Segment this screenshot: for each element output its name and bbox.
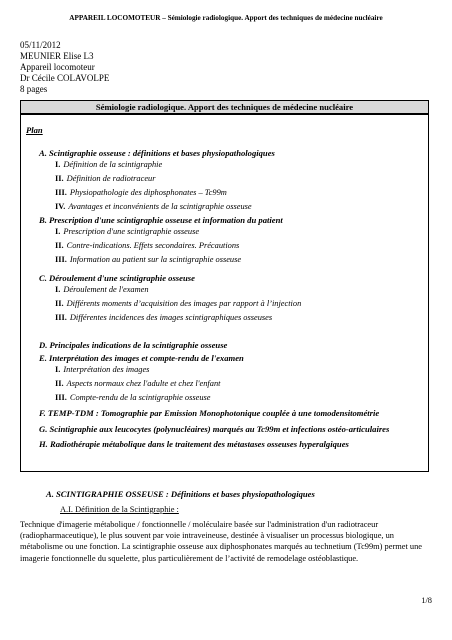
plan-subitem — [55, 202, 252, 211]
plan-subitem — [55, 379, 220, 388]
section-heading: A. SCINTIGRAPHIE OSSEUSE : Définitions et bases physiopathologiques — [46, 489, 315, 499]
plan-subitem-number: III. — [55, 393, 67, 402]
plan-section: D. Principales indications de la scintigraphie osseuse — [39, 340, 228, 350]
plan-subitem-text: Information au patient sur la scintigraphie osseuse — [69, 255, 242, 264]
meta-date: 05/11/2012 — [20, 40, 61, 50]
plan-subitem — [55, 255, 241, 264]
meta-teacher: Dr Cécile COLAVOLPE — [20, 73, 110, 83]
plan-subitem — [55, 313, 272, 322]
plan-section: E. Interprétation des images et compte-rendu de l'examen — [39, 353, 244, 363]
plan-subitem-number: I. — [55, 227, 61, 236]
plan-subitem-number: III. — [55, 255, 67, 264]
plan-subitem-text: Compte-rendu de la scintigraphie osseuse — [69, 393, 211, 402]
plan-subitem-text: Aspects normaux chez l'adulte et chez l'enfant — [66, 379, 221, 388]
plan-section: B. Prescription d'une scintigraphie osseuse et information du patient — [39, 215, 283, 225]
plan-subitem — [55, 393, 211, 402]
plan-subitem-text: Physiopathologie des diphosphonates – Tc99m — [69, 188, 227, 197]
plan-subitem-text: Interprétation des images — [63, 365, 150, 374]
plan-subitem-number: I. — [55, 285, 61, 294]
plan-subitem-number: II. — [55, 379, 64, 388]
plan-subitem — [55, 299, 301, 308]
plan-subitem — [55, 285, 149, 294]
plan-subitem-number: I. — [55, 365, 61, 374]
page-number: 1/8 — [421, 596, 432, 605]
plan-subitem — [55, 160, 162, 169]
plan-section: C. Déroulement d'une scintigraphie osseuse — [39, 273, 195, 283]
plan-subitem-number: III. — [55, 313, 67, 322]
document-title: Sémiologie radiologique. Apport des techniques de médecine nucléaire — [20, 100, 429, 114]
plan-subitem-text: Avantages et inconvénients de la scintigraphie osseuse — [68, 202, 252, 211]
running-header: APPAREIL LOCOMOTEUR – Sémiologie radiologique. Apport des techniques de médecine nucléaire — [69, 14, 383, 22]
plan-subitem-number: I. — [55, 160, 61, 169]
sub-heading: A.I. Définition de la Scintigraphie : — [60, 505, 179, 514]
plan-subitem-number: IV. — [55, 202, 66, 211]
body-paragraph: Technique d'imagerie métabolique / fonctionnelle / moléculaire basée sur l'administration d'un radiotraceur (radiopharmaceutique), le plus souvent par voie intraveineuse, destinée à visualiser un processus biologique, un métabolisme ou une fonction. La scintigraphie osseuse aux diphosphonates marqués au technetium (Tc99m) permet une imagerie fonctionnelle du squelette, plus particulièrement de l’activité de remodelage ostéoblastique. — [20, 520, 422, 563]
plan-subitem-number: II. — [55, 299, 64, 308]
plan-subitem — [55, 241, 239, 250]
plan-subitem — [55, 365, 149, 374]
plan-subitem — [55, 227, 199, 236]
plan-subitem-number: II. — [55, 241, 64, 250]
plan-section: G. Scintigraphie aux leucocytes (polynucléaires) marqués au Tc99m et infections ostéo-articulaires — [39, 424, 390, 434]
plan-section: H. Radiothérapie métabolique dans le traitement des métastases osseuses hyperalgiques — [39, 439, 349, 449]
plan-section: F. TEMP-TDM : Tomographie par Emission Monophotonique couplée à une tomodensitométrie — [39, 408, 380, 418]
plan-subitem-text: Différents moments d’acquisition des images par rapport à l’injection — [66, 299, 302, 308]
plan-subitem-text: Définition de radiotraceur — [66, 174, 156, 183]
meta-author: MEUNIER Elise L3 — [20, 51, 94, 61]
plan-subitem-text: Différentes incidences des images scintigraphiques osseuses — [69, 313, 273, 322]
meta-module: Appareil locomoteur — [20, 62, 95, 72]
plan-subitem-text: Prescription d'une scintigraphie osseuse — [63, 227, 200, 236]
plan-subitem — [55, 174, 155, 183]
plan-subitem-number: II. — [55, 174, 64, 183]
plan-section: A. Scintigraphie osseuse : définitions et bases physiopathologiques — [39, 148, 275, 158]
plan-subitem-text: Définition de la scintigraphie — [63, 160, 163, 169]
plan-subitem-number: III. — [55, 188, 67, 197]
plan-subitem-text: Déroulement de l'examen — [63, 285, 149, 294]
plan-label: Plan — [26, 125, 43, 135]
plan-subitem-text: Contre-indications. Effets secondaires. Précautions — [66, 241, 240, 250]
plan-subitem — [55, 188, 227, 197]
meta-pages: 8 pages — [20, 84, 48, 94]
